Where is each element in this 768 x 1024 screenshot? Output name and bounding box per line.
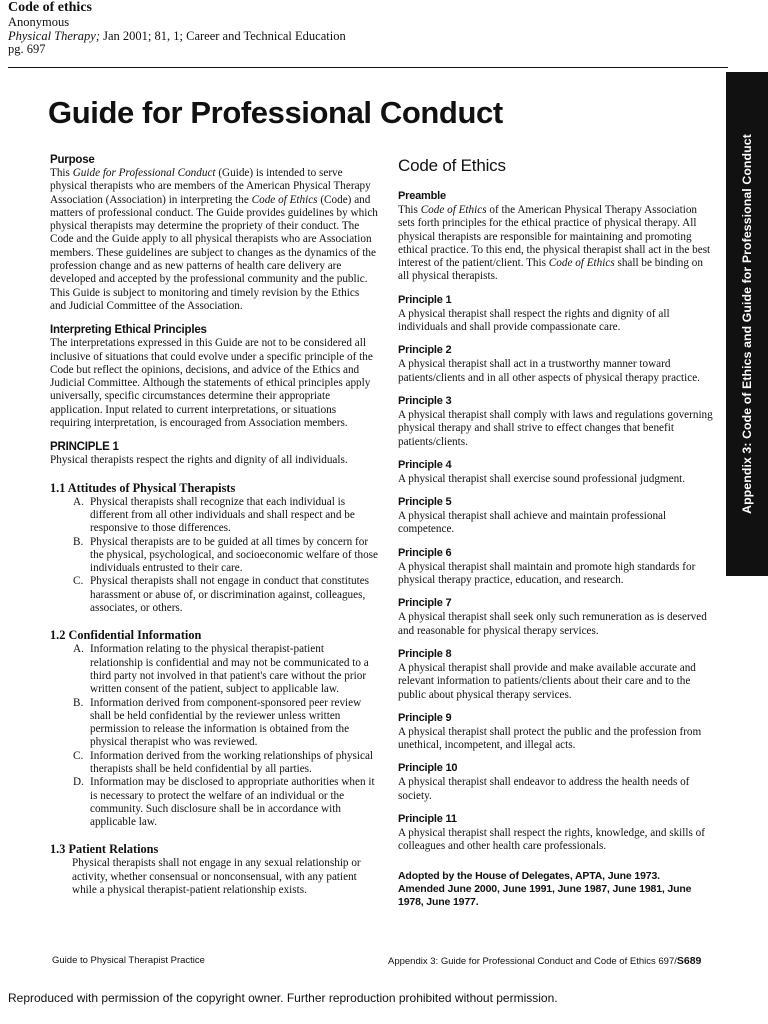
principle-text: A physical therapist shall maintain and promote high standards for physical therapy practice, education, and research. bbox=[398, 560, 696, 587]
interpreting-text: The interpretations expressed in this Guide are not to be considered all inclusive of situations that could evolve under a specific principle of the Code but reflect the opinions, decisions, and advice of the Ethics and Judicial Committee. Although the statements of ethical principles apply universally, specific circumstances determine their appropriate application. Input related to current interpretations, or situations requiring interpretation, is encouraged from Association members. bbox=[50, 337, 373, 430]
principle-text: A physical therapist shall achieve and maintain professional competence. bbox=[398, 510, 667, 536]
citation-header bbox=[8, 0, 428, 57]
citation-title: Code of ethics bbox=[8, 0, 92, 15]
section-1-1-heading: 1.1 Attitudes of Physical Therapists bbox=[50, 480, 236, 495]
principle-item bbox=[398, 395, 716, 449]
preamble-text-part: of the American Physical Therapy Association sets forth principles for the ethical practice of physical therapy. All physical therapists are responsible for maintaining and promoting ethical practice. To this end, the physical therapist shall act in the best interest of the patient/client. This bbox=[398, 204, 711, 270]
list-item-letter: C. bbox=[73, 575, 84, 588]
list-item-letter: A. bbox=[73, 643, 84, 656]
principle-text: A physical therapist shall exercise sound professional judgment. bbox=[398, 472, 686, 485]
amended-line: Amended June 2000, June 1991, June 1987, June 1981, June 1978, June 1977. bbox=[398, 882, 692, 908]
adopted-line: Adopted by the House of Delegates, APTA, June 1973. bbox=[398, 869, 660, 882]
section-1-2-heading: 1.2 Confidential Information bbox=[50, 628, 202, 643]
principle-text: A physical therapist shall comply with laws and regulations governing physical therapy and shall strive to effect changes that benefit patients/clients. bbox=[398, 408, 713, 448]
code-name-italic: Code of Ethics bbox=[251, 193, 318, 206]
principle-text: A physical therapist shall seek only such remuneration as is deserved and reasonable for physical therapy services. bbox=[398, 611, 707, 637]
preamble-heading: Preamble bbox=[398, 190, 446, 202]
principle-text: A physical therapist shall act in a trustworthy manner toward patients/clients and in all other aspects of physical therapy practice. bbox=[398, 358, 700, 384]
principle-heading: Principle 10 bbox=[398, 762, 458, 775]
list-item bbox=[73, 776, 378, 829]
principle-heading: Principle 6 bbox=[398, 546, 452, 559]
principle-heading: Principle 4 bbox=[398, 458, 452, 471]
preamble-text bbox=[398, 204, 716, 284]
principle-item bbox=[398, 597, 716, 638]
principle-heading: Principle 1 bbox=[398, 293, 452, 306]
reproduction-notice: Reproduced with permission of the copyright owner. Further reproduction prohibited without permission. bbox=[8, 991, 558, 1005]
principle-item bbox=[398, 344, 716, 385]
guide-name-italic: Guide for Professional Conduct bbox=[72, 167, 216, 179]
interpreting-heading: Interpreting Ethical Principles bbox=[50, 324, 207, 337]
citation-page: pg. 697 bbox=[8, 42, 46, 56]
principles-list bbox=[398, 294, 716, 854]
principle-text: A physical therapist shall endeavor to address the health needs of society. bbox=[398, 776, 690, 802]
citation-source bbox=[8, 30, 428, 44]
principle-heading: Principle 2 bbox=[398, 344, 452, 357]
section-1-1-list bbox=[50, 496, 378, 616]
list-item bbox=[73, 696, 378, 750]
list-item bbox=[73, 575, 378, 615]
principle-item bbox=[398, 496, 716, 537]
footer-right bbox=[388, 955, 701, 967]
principle-item bbox=[398, 762, 716, 803]
adoption-note bbox=[398, 870, 716, 909]
code-of-ethics-title: Code of Ethics bbox=[398, 156, 506, 175]
principle-text: A physical therapist shall protect the public and the profession from unethical, incompetent, and illegal acts. bbox=[398, 725, 702, 752]
principle-item bbox=[398, 712, 716, 753]
preamble-text-part: This bbox=[398, 204, 421, 216]
appendix-side-tab bbox=[726, 72, 768, 576]
code-name-italic: Code of Ethics bbox=[548, 257, 615, 270]
list-item-text: Physical therapists are to be guided at all times by concern for the physical, psychological, and socioeconomic welfare of those individuals entrusted to their care. bbox=[90, 535, 378, 575]
section-1-2-list bbox=[50, 643, 378, 829]
list-item-text: Physical therapists shall not engage in conduct that constitutes harassment or abuse of, or discrimination against, colleagues, associates, or others. bbox=[90, 575, 370, 615]
list-item-letter: C. bbox=[73, 749, 84, 762]
principle-text: A physical therapist shall provide and make available accurate and relevant information to patients/clients about their care and to the public about physical therapy services. bbox=[398, 661, 696, 701]
footer-right-text: Appendix 3: Guide for Professional Conduct and Code of Ethics 697/ bbox=[388, 956, 677, 967]
page-top-rule bbox=[8, 67, 728, 68]
code-name-italic: Code of Ethics bbox=[420, 204, 487, 216]
page-title: Guide for Professional Conduct bbox=[48, 95, 503, 130]
principle-heading: Principle 11 bbox=[398, 813, 457, 826]
citation-author: Anonymous bbox=[8, 15, 70, 29]
list-item-letter: B. bbox=[73, 696, 84, 709]
principle-item bbox=[398, 547, 716, 588]
citation-source-name: Physical Therapy; bbox=[8, 28, 100, 43]
citation-source-details: Jan 2001; 81, 1; Career and Technical Education bbox=[100, 28, 346, 43]
appendix-side-tab-label: Appendix 3: Code of Ethics and Guide for Professional Conduct bbox=[740, 134, 754, 514]
footer-page-number: S689 bbox=[676, 955, 702, 967]
principle-1-guide-text: Physical therapists respect the rights and dignity of all individuals. bbox=[50, 454, 348, 467]
list-item-text: Information relating to the physical therapist-patient relationship is confidential and may not be communicated to a third party not involved in that patient's care without the prior written consent of the patient, subject to applicable law. bbox=[90, 643, 369, 696]
right-column bbox=[398, 153, 716, 909]
principle-item bbox=[398, 813, 716, 854]
section-1-3-heading: 1.3 Patient Relations bbox=[50, 842, 159, 857]
principle-text: A physical therapist shall respect the rights, knowledge, and skills of colleagues and other health care professionals. bbox=[398, 827, 705, 853]
list-item-text: Physical therapists shall recognize that each individual is different from all other individuals and shall respect and be responsive to those differences. bbox=[90, 495, 355, 535]
list-item bbox=[73, 643, 378, 696]
principle-heading: Principle 7 bbox=[398, 597, 452, 610]
principle-1-guide-heading: PRINCIPLE 1 bbox=[50, 441, 119, 454]
principle-item bbox=[398, 648, 716, 702]
principle-heading: Principle 9 bbox=[398, 711, 452, 724]
purpose-text-part: (Code) and matters of professional conduct. The Guide provides guidelines by which physical therapists may determine the propriety of their conduct. The Code and the Guide apply to all physical therapists who are Association members. These guidelines are subject to changes as the dynamics of the profession change and as new patterns of health care delivery are developed and accepted by the professional community and the public. This Guide is subject to monitoring and timely revision by the Ethics and Judicial Committee of the Association. bbox=[50, 193, 378, 312]
purpose-text-part: (Guide) is intended to serve physical therapists who are members of the American Physical Therapy Association (Association) in interpreting the bbox=[50, 167, 371, 206]
list-item-letter: B. bbox=[73, 535, 84, 548]
list-item bbox=[73, 535, 378, 576]
principle-heading: Principle 3 bbox=[398, 394, 452, 407]
list-item-text: Information derived from the working relationships of physical therapists shall be held confidential by all parties. bbox=[90, 749, 374, 775]
principle-item bbox=[398, 294, 716, 335]
list-item-text: Information derived from component-sponsored peer review shall be held confidential by the reviewer unless written permission to release the information is obtained from the physical therapist who was reviewed. bbox=[90, 696, 362, 749]
footer-left: Guide to Physical Therapist Practice bbox=[52, 955, 205, 966]
left-column bbox=[50, 153, 378, 897]
list-item bbox=[73, 749, 378, 777]
section-1-3-text: Physical therapists shall not engage in any sexual relationship or activity, whether consensual or nonconsensual, with any patient while a physical therapist-patient relationship exists. bbox=[72, 857, 361, 897]
preamble-text-part: shall be binding on all physical therapists. bbox=[398, 257, 703, 283]
list-item-letter: D. bbox=[73, 776, 84, 789]
purpose-heading: Purpose bbox=[50, 154, 95, 166]
purpose-text-part: This bbox=[50, 167, 73, 179]
list-item bbox=[73, 495, 378, 536]
list-item-letter: A. bbox=[73, 495, 84, 508]
principle-heading: Principle 5 bbox=[398, 496, 452, 509]
list-item-text: Information may be disclosed to appropriate authorities when it is necessary to protect the welfare of an individual or the community. Such disclosure shall be in accordance with applicable law. bbox=[90, 776, 375, 829]
principle-item bbox=[398, 459, 716, 486]
purpose-text bbox=[50, 167, 378, 313]
principle-text: A physical therapist shall respect the rights and dignity of all individuals and shall provide compassionate care. bbox=[398, 307, 670, 334]
principle-heading: Principle 8 bbox=[398, 647, 452, 660]
